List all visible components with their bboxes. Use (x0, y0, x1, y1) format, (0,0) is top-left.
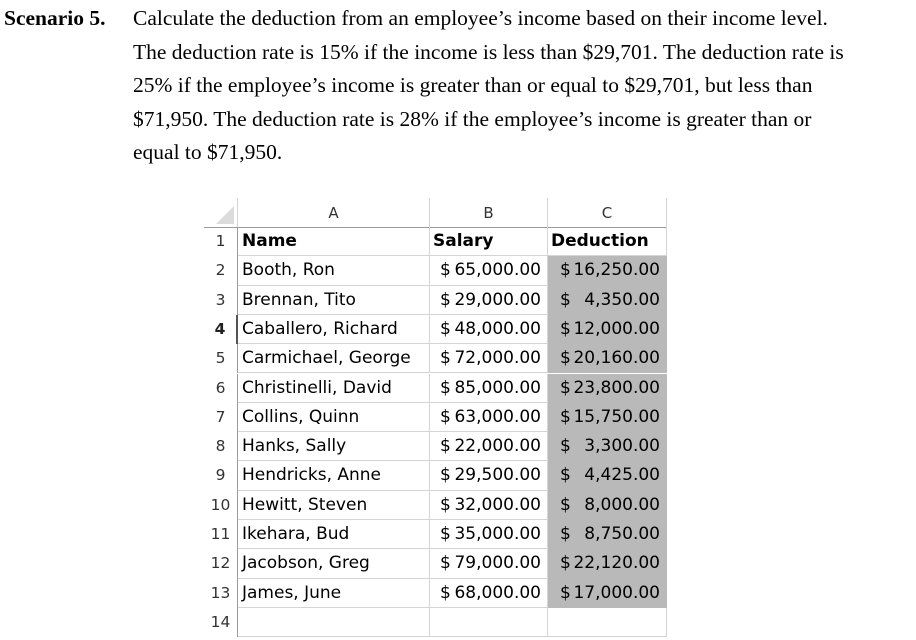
currency-symbol: $ (560, 289, 571, 310)
cell-salary[interactable] (430, 579, 548, 608)
currency-symbol: $ (440, 436, 451, 457)
scenario-line-2: The deduction rate is 15% if the income is less than $29,701. The deduction rate is (133, 39, 844, 64)
salary-value: 65,000.00 (454, 260, 541, 281)
salary-value: 29,000.00 (454, 289, 541, 310)
cell-deduction[interactable] (548, 520, 667, 549)
cell-deduction[interactable] (548, 432, 667, 461)
row-header[interactable]: 2 (204, 256, 238, 285)
cell-salary[interactable] (430, 315, 548, 344)
currency-symbol: $ (560, 406, 571, 427)
table-row (204, 520, 667, 549)
cell-deduction[interactable] (548, 403, 667, 432)
salary-value: 68,000.00 (454, 582, 541, 603)
deduction-value: 8,000.00 (584, 494, 660, 515)
currency-symbol: $ (440, 494, 451, 515)
cell-deduction[interactable] (548, 374, 667, 403)
cell-salary[interactable] (430, 256, 548, 285)
cell-name[interactable]: Ikehara, Bud (238, 520, 430, 549)
scenario-line-4: $71,950. The deduction rate is 28% if the employee’s income is greater than or (133, 106, 812, 131)
row-header[interactable]: 13 (204, 579, 238, 608)
table-row (204, 256, 667, 285)
deduction-value: 8,750.00 (584, 524, 660, 544)
scenario-line-5: equal to $71,950. (133, 140, 283, 164)
cell-name[interactable]: Booth, Ron (238, 256, 430, 285)
currency-symbol: $ (440, 289, 451, 310)
cell-name[interactable]: Jacobson, Greg (238, 549, 430, 578)
cell-deduction[interactable] (548, 579, 667, 608)
currency-symbol: $ (560, 260, 571, 281)
deduction-value: 17,000.00 (573, 582, 660, 603)
cell-salary[interactable] (430, 461, 548, 490)
salary-value: 63,000.00 (454, 406, 541, 427)
table-row (204, 374, 667, 403)
currency-symbol: $ (560, 348, 571, 369)
cell-salary[interactable] (430, 491, 548, 520)
scenario-label: Scenario 5. (4, 6, 106, 30)
cell-salary[interactable] (430, 403, 548, 432)
table-row (204, 461, 667, 490)
salary-value: 29,500.00 (454, 465, 541, 486)
table-row (204, 549, 667, 578)
scenario-line-3: 25% if the employee’s income is greater than or equal to $29,701, but less than (133, 73, 813, 97)
currency-symbol: $ (440, 582, 451, 603)
cell-header-name[interactable]: Name (238, 227, 430, 256)
cell-name[interactable]: Hanks, Sally (238, 432, 430, 461)
table-row (204, 579, 667, 608)
row-header[interactable]: 10 (204, 491, 238, 520)
deduction-value: 15,750.00 (573, 406, 660, 427)
cell-name[interactable]: Collins, Quinn (238, 403, 430, 432)
scenario-line-1: Calculate the deduction from an employee’s income based on their income level. (133, 6, 828, 30)
currency-symbol: $ (560, 377, 571, 398)
cell-empty[interactable] (430, 608, 548, 637)
row-header[interactable]: 1 (204, 227, 238, 256)
cell-name[interactable]: Carmichael, George (238, 344, 430, 373)
salary-value: 79,000.00 (454, 553, 541, 574)
cell-deduction[interactable] (548, 549, 667, 578)
table-row (204, 491, 667, 520)
cell-deduction[interactable] (548, 286, 667, 315)
cell-empty[interactable] (548, 608, 667, 637)
currency-symbol: $ (440, 348, 451, 369)
salary-value: 22,000.00 (454, 436, 541, 457)
deduction-value: 22,120.00 (573, 553, 660, 574)
row-header[interactable]: 11 (204, 520, 238, 549)
cell-deduction[interactable] (548, 256, 667, 285)
currency-symbol: $ (440, 465, 451, 486)
cell-name[interactable]: Christinelli, David (238, 374, 430, 403)
table-row (204, 227, 667, 256)
row-header[interactable]: 14 (204, 608, 238, 637)
deduction-value: 12,000.00 (573, 318, 660, 339)
row-header[interactable]: 5 (204, 344, 238, 373)
row-header[interactable]: 3 (204, 286, 238, 315)
column-header-a[interactable]: A (238, 198, 430, 228)
cell-deduction[interactable] (548, 344, 667, 373)
currency-symbol: $ (440, 260, 451, 281)
table-row (204, 432, 667, 461)
cell-salary[interactable] (430, 432, 548, 461)
row-header[interactable]: 7 (204, 403, 238, 432)
deduction-value: 4,425.00 (584, 465, 660, 486)
currency-symbol: $ (440, 406, 451, 427)
currency-symbol: $ (440, 318, 451, 339)
currency-symbol: $ (560, 582, 571, 603)
salary-value: 72,000.00 (454, 348, 541, 369)
column-header-c[interactable]: C (548, 198, 667, 228)
currency-symbol: $ (440, 377, 451, 398)
select-all-corner[interactable] (204, 198, 238, 228)
cell-salary[interactable] (430, 286, 548, 315)
deduction-value: 23,800.00 (573, 377, 660, 398)
cell-header-deduction[interactable]: Deduction (548, 227, 667, 256)
currency-symbol: $ (560, 524, 571, 544)
table-row (204, 344, 667, 373)
row-header[interactable]: 4 (204, 315, 238, 344)
salary-value: 48,000.00 (454, 318, 541, 339)
cell-deduction[interactable] (548, 461, 667, 490)
row-header[interactable]: 8 (204, 432, 238, 461)
currency-symbol: $ (560, 318, 571, 339)
row-header[interactable]: 6 (204, 374, 238, 403)
salary-value: 32,000.00 (454, 494, 541, 515)
cell-salary[interactable] (430, 344, 548, 373)
table-row (204, 403, 667, 432)
cell-header-salary[interactable]: Salary (430, 227, 548, 256)
deduction-value: 16,250.00 (573, 260, 660, 281)
currency-symbol: $ (560, 465, 571, 486)
row-header[interactable]: 9 (204, 461, 238, 490)
cell-name[interactable]: Hewitt, Steven (238, 491, 430, 520)
cell-empty[interactable] (238, 608, 430, 637)
currency-symbol: $ (560, 494, 571, 515)
cell-name[interactable]: Caballero, Richard (238, 315, 430, 344)
table-row (204, 286, 667, 315)
cell-deduction[interactable] (548, 491, 667, 520)
deduction-value: 3,300.00 (584, 436, 660, 457)
currency-symbol: $ (440, 524, 451, 544)
select-all-triangle-icon (216, 206, 234, 224)
cell-salary[interactable] (430, 374, 548, 403)
currency-symbol: $ (440, 553, 451, 574)
cell-name[interactable]: James, June (238, 579, 430, 608)
deduction-value: 4,350.00 (584, 289, 660, 310)
cell-name[interactable]: Brennan, Tito (238, 286, 430, 315)
column-header-row (204, 198, 667, 228)
table-row (204, 315, 667, 344)
deduction-value: 20,160.00 (573, 348, 660, 369)
cell-salary[interactable] (430, 549, 548, 578)
cell-deduction[interactable] (548, 315, 667, 344)
currency-symbol: $ (560, 553, 571, 574)
cell-name[interactable]: Hendricks, Anne (238, 461, 430, 490)
salary-value: 35,000.00 (454, 524, 541, 544)
column-header-b[interactable]: B (430, 198, 548, 228)
cell-salary[interactable] (430, 520, 548, 549)
table-row (204, 608, 667, 637)
row-header[interactable]: 12 (204, 549, 238, 578)
currency-symbol: $ (560, 436, 571, 457)
salary-value: 85,000.00 (454, 377, 541, 398)
